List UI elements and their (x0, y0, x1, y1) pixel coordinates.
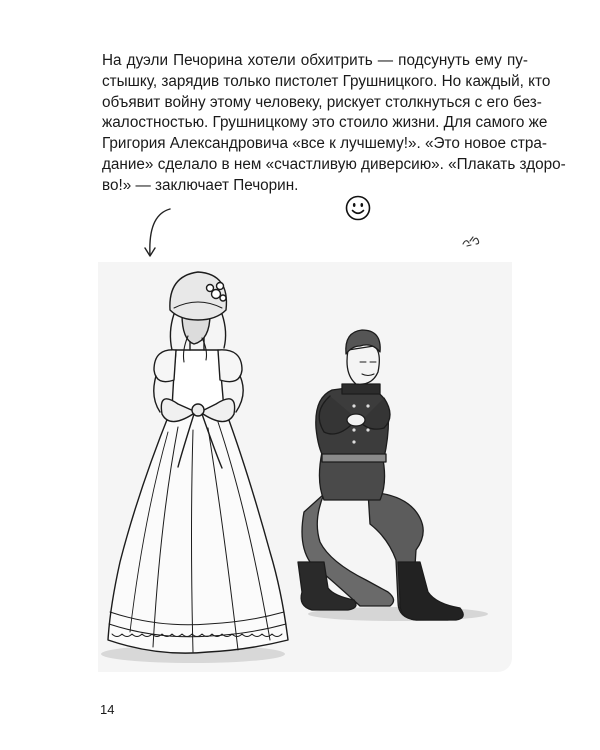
text-line: во!» — заключает Печорин. (102, 176, 299, 194)
text-line: объявит войну этому человеку, рискует столкнуться с его без- (102, 93, 542, 111)
smiley-face-icon (345, 195, 371, 221)
page-number: 14 (100, 702, 115, 717)
illustration-panel (98, 262, 512, 672)
body-paragraph (102, 51, 566, 197)
woman-figure (108, 272, 288, 653)
text-line: стышку, зарядив только пистолет Грушницкого. Но каждый, кто (102, 72, 551, 90)
text-line: Григория Александровича «все к лучшему!». «Это новое стра- (102, 135, 548, 153)
illustration-drawing (98, 262, 512, 672)
text-line: жалостностью. Грушницкому это стоило жизни. Для самого же (102, 114, 548, 132)
text-line: дание» сделало в нем «счастливую диверсию». «Плакать здоро- (102, 155, 566, 173)
curved-arrow-icon (140, 205, 180, 263)
small-doodle-icon (460, 232, 484, 250)
text-line: На дуэли Печорина хотели обхитрить — подсунуть ему пу- (102, 52, 528, 69)
officer-figure (298, 330, 463, 620)
